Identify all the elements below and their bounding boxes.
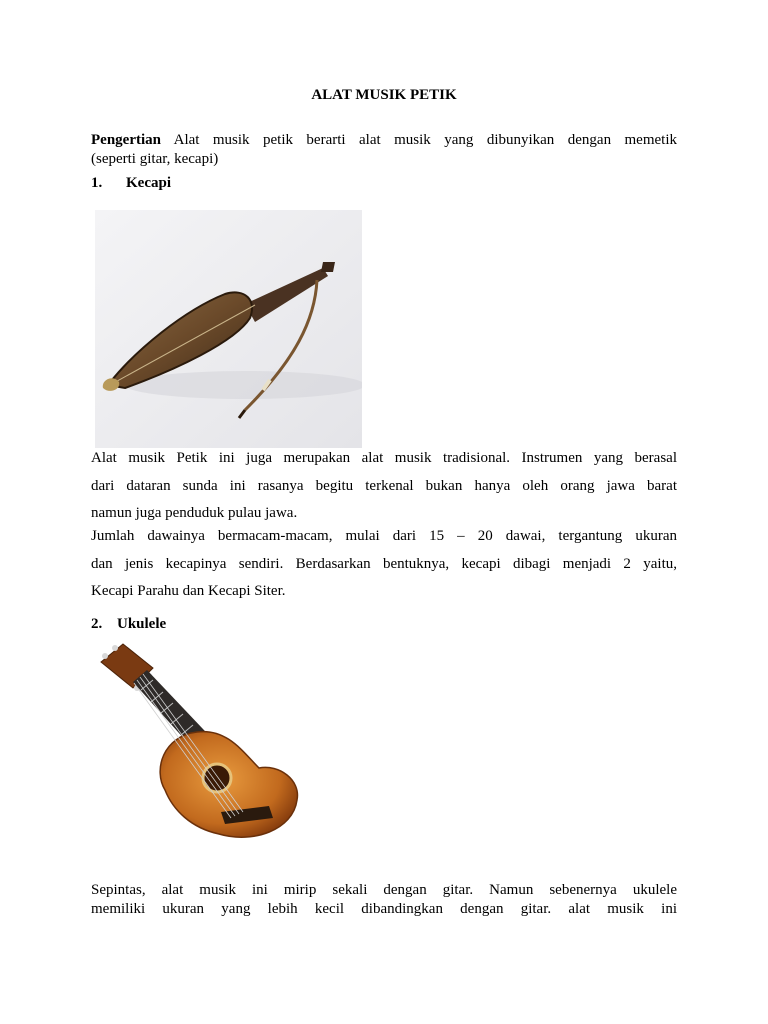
kecapi-line-3: namun juga penduduk pulau jawa. [91, 505, 298, 521]
intro-label: Pengertian [91, 132, 161, 148]
kecapi-line-5: dan jenis kecapinya sendiri. Berdasarkan bentuknya, kecapi dibagi menjadi 2 yaitu, [91, 556, 677, 572]
section-heading-kecapi: Kecapi [126, 175, 171, 191]
ukulele-instrument-photo-icon [93, 640, 305, 852]
section-heading-ukulele: Ukulele [117, 616, 167, 632]
document-title: ALAT MUSIK PETIK [311, 87, 457, 103]
kecapi-line-6: Kecapi Parahu dan Kecapi Siter. [91, 583, 286, 599]
intro-text: Alat musik petik berarti alat musik yang dibunyikan dengan memetik [173, 132, 677, 148]
ukulele-line-1: Sepintas, alat musik ini mirip sekali dengan gitar. Namun sebenernya ukulele [91, 882, 677, 898]
ukulele-image [93, 640, 305, 852]
kecapi-instrument-photo-icon [95, 210, 362, 448]
ukulele-line-2: memiliki ukuran yang lebih kecil dibandingkan dengan gitar. alat musik ini [91, 901, 677, 917]
section-number-2: 2. [91, 616, 103, 632]
section-number-1: 1. [91, 175, 103, 191]
kecapi-line-2: dari dataran sunda ini rasanya begitu terkenal bukan hanya oleh orang jawa barat [91, 478, 677, 494]
kecapi-line-1: Alat musik Petik ini juga merupakan alat musik tradisional. Instrumen yang berasal [91, 450, 677, 466]
kecapi-image [95, 210, 362, 448]
intro-line-2: (seperti gitar, kecapi) [91, 151, 219, 167]
kecapi-line-4: Jumlah dawainya bermacam-macam, mulai dari 15 – 20 dawai, tergantung ukuran [91, 528, 677, 544]
intro-line-1 [91, 131, 677, 150]
